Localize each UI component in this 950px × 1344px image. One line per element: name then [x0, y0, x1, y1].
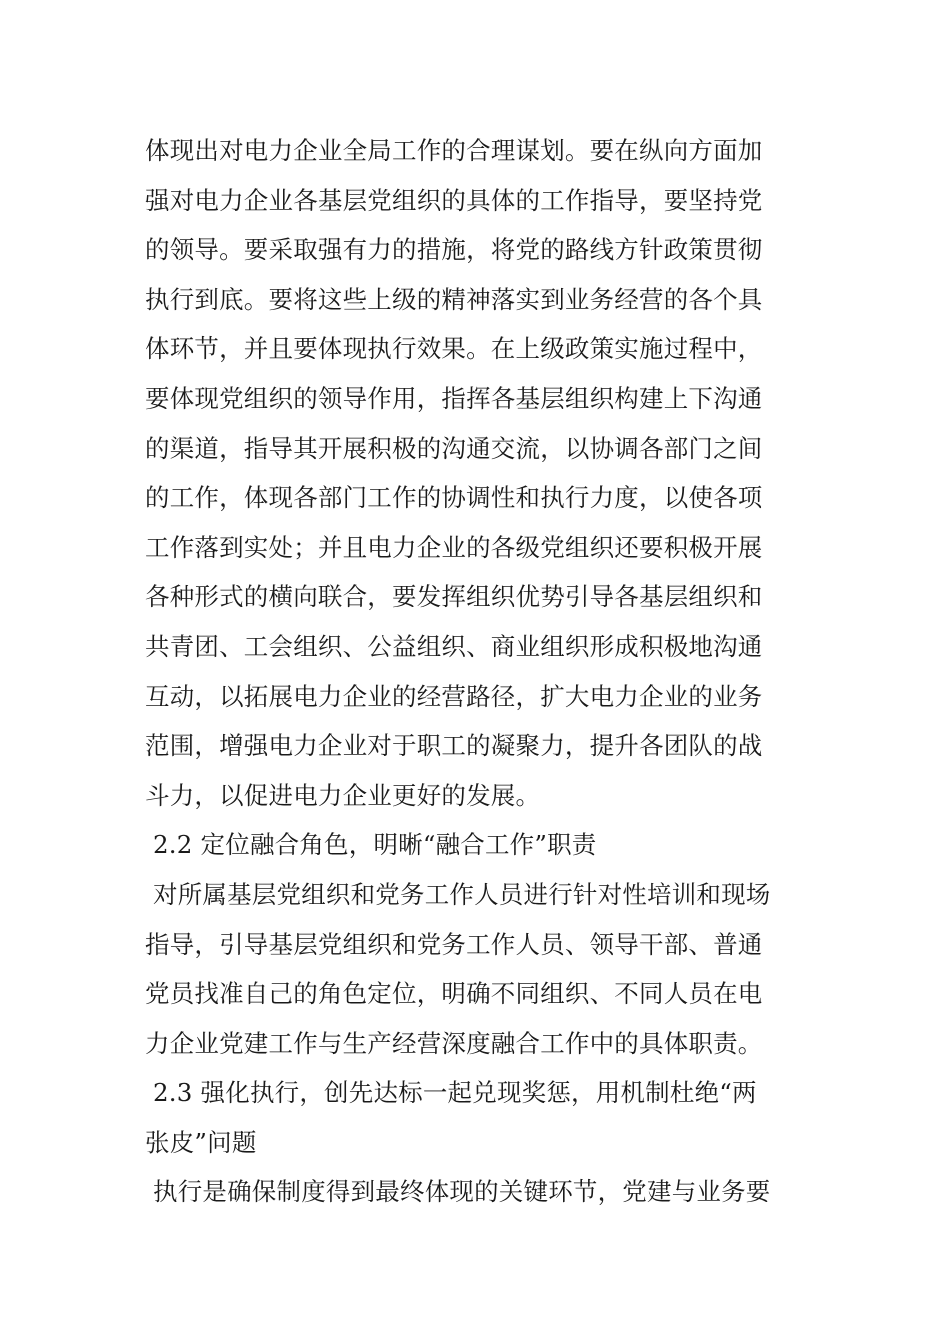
paragraph-line: 工作落到实处；并且电力企业的各级党组织还要积极开展 [145, 532, 763, 562]
section-heading: 2.2 定位融合角色，明晰“融合工作”职责 [153, 830, 597, 860]
paragraph-line: 指导，引导基层党组织和党务工作人员、领导干部、普通 [145, 929, 763, 959]
paragraph-line: 力企业党建工作与生产经营深度融合工作中的具体职责。 [145, 1028, 763, 1058]
paragraph-line: 执行是确保制度得到最终体现的关键环节，党建与业务要 [153, 1177, 771, 1207]
paragraph-line: 的工作，体现各部门工作的协调性和执行力度，以使各项 [145, 483, 763, 513]
paragraph-line: 范围，增强电力企业对于职工的凝聚力，提升各团队的战 [145, 731, 763, 761]
section-heading-continuation: 张皮”问题 [145, 1127, 257, 1157]
document-body [145, 126, 810, 1217]
paragraph-line: 强对电力企业各基层党组织的具体的工作指导，要坚持党 [145, 185, 763, 215]
paragraph-line: 互动，以拓展电力企业的经营路径，扩大电力企业的业务 [145, 681, 763, 711]
paragraph-line: 体现出对电力企业全局工作的合理谋划。要在纵向方面加 [145, 136, 763, 165]
section-heading: 2.3 强化执行，创先达标一起兑现奖惩，用机制杜绝“两 [153, 1078, 757, 1108]
paragraph-line: 对所属基层党组织和党务工作人员进行针对性培训和现场 [153, 879, 771, 909]
paragraph-line: 执行到底。要将这些上级的精神落实到业务经营的各个具 [145, 284, 763, 314]
paragraph-line: 斗力，以促进电力企业更好的发展。 [145, 780, 541, 810]
paragraph-line: 的领导。要采取强有力的措施，将党的路线方针政策贯彻 [145, 235, 763, 265]
paragraph-line: 共青团、工会组织、公益组织、商业组织形成积极地沟通 [145, 631, 763, 661]
paragraph-line: 要体现党组织的领导作用，指挥各基层组织构建上下沟通 [145, 383, 763, 413]
paragraph-line: 各种形式的横向联合，要发挥组织优势引导各基层组织和 [145, 582, 763, 612]
paragraph-line: 体环节，并且要体现执行效果。在上级政策实施过程中， [145, 334, 763, 364]
paragraph-line: 党员找准自己的角色定位，明确不同组织、不同人员在电 [145, 979, 763, 1009]
paragraph-line: 的渠道，指导其开展积极的沟通交流，以协调各部门之间 [145, 433, 763, 463]
